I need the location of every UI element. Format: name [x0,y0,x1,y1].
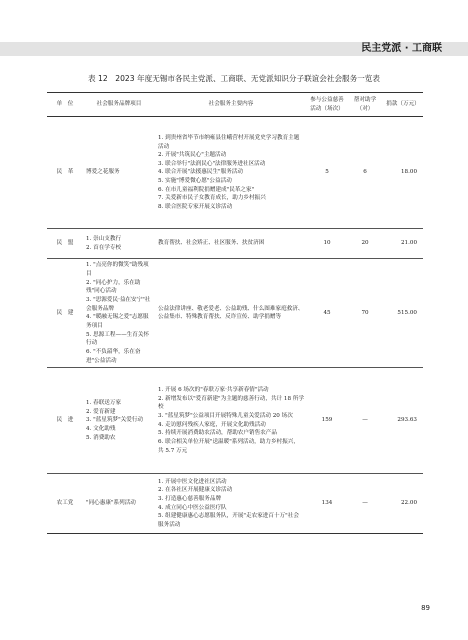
brand-item: 3. "思源爱民·益在安宁"社会服务品牌 [86,296,151,312]
points-cell: 6 [347,117,383,229]
table-caption: 表 12 2023 年度无锡市各民主党派、工商联、无党派知识分子联谊会社会服务一览表 [88,74,380,83]
header-unit: 单 位 [47,93,83,117]
page-number: 89 [421,604,430,612]
donation-cell: 18.00 [383,117,423,229]
brand-item: 博爱之花服务 [86,169,120,176]
brand-cell [83,229,155,259]
section-title: 民主党派 · 工商联 [361,43,442,54]
table-row [47,117,423,229]
content-item: 教育帮扶、社会矫正、社区服务、扶贫济困 [158,240,265,247]
brand-cell [83,368,155,474]
content-item: 1. 开展 6 场次的"春联万家·共享新春情"活动 [158,387,269,394]
table-row [47,368,423,474]
content-item: 4. 联合开展"法援惠民生"服务活动 [158,169,243,176]
events-cell: 45 [307,259,347,368]
brand-item: 4. 文化助残 [86,426,116,433]
unit-cell: 民 革 [47,117,83,229]
content-item: 2. 开展"共筑民心"主题活动 [158,152,227,159]
content-list [158,386,304,455]
service-table [47,92,423,534]
unit-cell: 农工党 [47,474,83,534]
points-cell: — [347,368,383,474]
header-brand: 社会服务品牌项目 [83,93,155,117]
content-cell [155,229,307,259]
events-cell: 10 [307,229,347,259]
brand-item: 1. 崇山支教行 [86,236,122,243]
content-item: 6. 在市儿童福利院捐赠建成"民革之家" [158,186,255,193]
points-cell: — [347,474,383,534]
brand-item: 1. 春联送万家 [86,400,122,407]
brand-cell [83,259,155,368]
brand-item: 2. 爱育新建 [86,408,116,415]
content-item: 1. 到贵州省毕节市纳雍县住峨营村开展党史学习教育主题活动 [158,134,300,150]
brand-list [86,499,152,508]
content-item: 3. "蓝星筑梦"公益项目开展特殊儿童关爱活动 20 场次 [158,413,293,420]
content-item: 8. 联合医院专家开展义诊活动 [158,204,233,211]
table-body [47,117,423,534]
content-list [158,478,304,530]
brand-list [86,235,152,252]
unit-cell: 民 盟 [47,229,83,259]
content-cell [155,474,307,534]
brand-list [86,399,152,442]
unit-cell: 民 建 [47,259,83,368]
donation-cell: 21.00 [383,229,423,259]
brand-item: "同心惠康"系列活动 [86,500,136,507]
brand-item: 5. 消费助农 [86,434,116,441]
header-donation: 捐款（万元） [383,93,423,117]
content-cell [155,117,307,229]
content-item: 4. 成立同心中医公益医疗队 [158,504,227,511]
brand-item: 1. "点亮你的微笑"助残项目 [86,262,149,277]
brand-item: 3. "蓝星筑梦"关爱行动 [86,417,144,424]
donation-cell: 293.63 [383,368,423,474]
content-item: 6. 联合相关单位开展"送温暖"系列活动，助力乡村振兴，共 5.7 万元 [158,439,299,454]
brand-item: 5. 思源工程——生育关怀行动 [86,331,150,347]
donation-cell: 22.00 [383,474,423,534]
table-row [47,259,423,368]
content-item: 2. 在各社区开展健康义诊活动 [158,487,233,494]
brand-list [86,261,152,365]
events-cell: 159 [307,368,347,474]
content-item: 5. 组建健康惠心志愿服务队，开展"走农家进百十万"社会服务活动 [158,513,299,528]
content-item: 5. 持续开展消费助农活动，帮助农户销售农产品 [158,430,277,437]
header-events: 参与公益慈善活动（场次） [307,93,347,117]
table-row [47,229,423,259]
content-list [158,134,304,212]
content-item: 7. 关爱新市民子女教育成长，助力乡村振兴 [158,195,266,202]
header-content: 社会服务主要内容 [155,93,307,117]
brand-item: 6. "不负韶华，乐在奋进"公益活动 [86,348,141,364]
content-list [158,305,304,322]
points-cell: 70 [347,259,383,368]
content-item: 3. 联合举行"法润民心"法律服务进社区活动 [158,160,266,167]
events-cell: 134 [307,474,347,534]
donation-cell: 515.00 [383,259,423,368]
unit-cell: 民 进 [47,368,83,474]
content-cell [155,368,307,474]
content-cell [155,259,307,368]
content-list [158,239,304,248]
content-item: 2. 新增发布以"爱育新建"为主题的慈善行动，共计 18 所学校 [158,395,304,411]
brand-item: 2. "同心护力，乐在助残"同心活动 [86,279,141,295]
brand-cell [83,117,155,229]
points-cell: 20 [347,229,383,259]
content-item: 5. 实施"博爱微心愿"公益活动 [158,178,232,185]
table-row [47,474,423,534]
events-cell: 5 [307,117,347,229]
content-item: 公益法律讲座、敬老爱老、公益助残、什么图难家庭救济、公益集市、特殊教育帮扶、反诈宣传、助学捐赠等 [158,305,304,321]
brand-item: 4. "暖融无锡之爱"志愿服务项目 [86,314,149,329]
content-item: 4. 走访慰问残疾人家庭，开展文化助残活动 [158,421,266,428]
brand-cell [83,474,155,534]
content-item: 3. 打造惠心慈善服务品牌 [158,496,222,503]
table-header-row [47,93,423,117]
content-item: 1. 开展中医文化进社区活动 [158,478,227,485]
brand-item: 2. 首在学专校 [86,244,122,251]
brand-list [86,168,152,177]
header-points: 帮对助学（对） [347,93,383,117]
